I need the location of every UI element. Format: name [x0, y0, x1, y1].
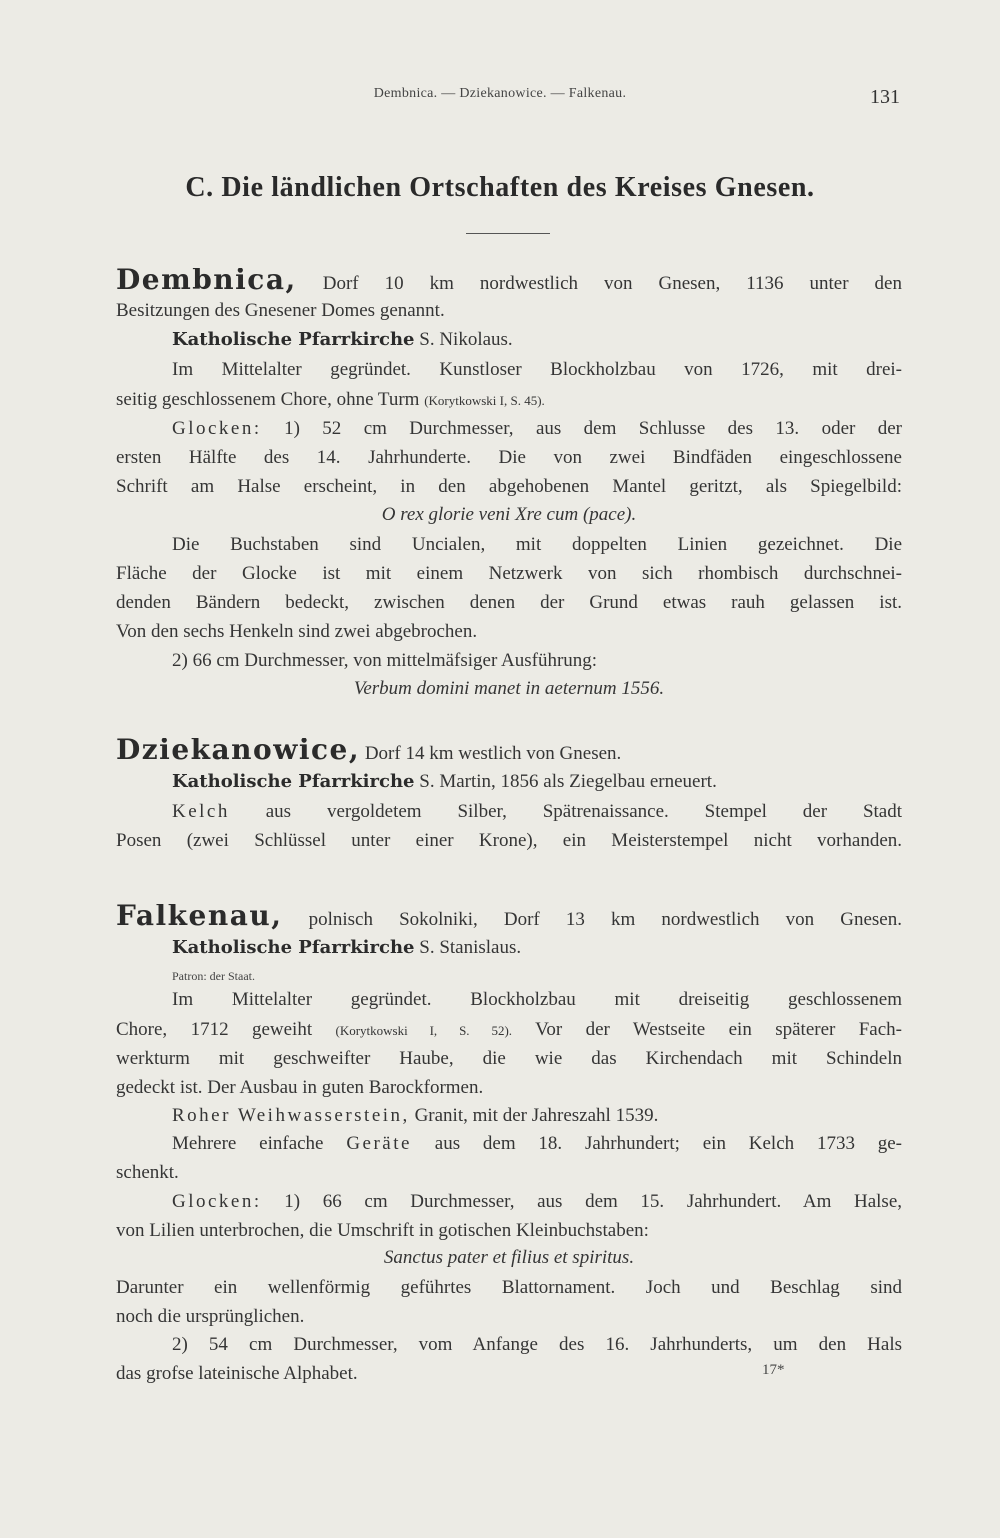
running-head: Dembnica. — Dziekanowice. — Falkenau. [373, 86, 627, 101]
dziekanowice-church: Katholische Pfarrkirche S. Martin, 1856 als Ziegelbau erneuert. [172, 771, 717, 792]
falkenau-line-15: noch die ursprünglichen. [116, 1306, 305, 1327]
place-name-falkenau: Falkenau, [116, 904, 283, 932]
falkenau-line-16: 2) 54 cm Durchmesser, vom Anfange des 16. Jahrhunderts, um den Hals [172, 1334, 902, 1355]
dembnica-line-11: Fläche der Glocke ist mit einem Netzwerk von sich rhombisch durchschnei- [116, 563, 902, 584]
falkenau-line-4: Im Mittelalter gegründet. Blockholzbau mit dreiseitig geschlossenem [172, 989, 902, 1010]
dembnica-line-8: Schrift am Halse erscheint, in den abgehobenen Mantel geritzt, als Spiegelbild: [116, 476, 902, 497]
dziekanowice-line-4: Posen (zwei Schlüssel unter einer Krone), ein Meisterstempel nicht vorhanden. [116, 830, 902, 851]
dembnica-line-14: 2) 66 cm Durchmesser, von mittelmäfsiger Ausführung: [172, 650, 598, 671]
falkenau-line-10: schenkt. [116, 1162, 179, 1183]
falkenau-line-9: Mehrere einfache Geräte aus dem 18. Jahrhundert; ein Kelch 1733 ge- [172, 1133, 902, 1154]
dembnica-line-5: seitig geschlossenem Chore, ohne Turm (Korytkowski I, S. 45). [116, 389, 545, 410]
dembnica-inscription-2: Verbum domini manet in aeternum 1556. [353, 678, 665, 699]
dembnica-line-7: ersten Hälfte des 14. Jahrhunderte. Die von zwei Bindfäden eingeschlossene [116, 447, 902, 468]
falkenau-line-1: Falkenau, polnisch Sokolniki, Dorf 13 km nordwestlich von Gnesen. [116, 904, 902, 932]
falkenau-line-5: Chore, 1712 geweiht (Korytkowski I, S. 52). Vor der Westseite ein späterer Fach- [116, 1019, 902, 1040]
dembnica-line-6: Glocken: 1) 52 cm Durchmesser, aus dem Schlusse des 13. oder der [172, 418, 902, 439]
dembnica-inscription-1: O rex glorie veni Xre cum (pace). [381, 504, 637, 525]
dembnica-line-4: Im Mittelalter gegründet. Kunstloser Blockholzbau von 1726, mit drei- [172, 359, 902, 380]
falkenau-line-8: Roher Weihwasserstein, Granit, mit der Jahreszahl 1539. [172, 1105, 659, 1126]
dziekanowice-line-3: Kelch aus vergoldetem Silber, Spätrenaissance. Stempel der Stadt [172, 801, 902, 822]
dembnica-line-1: Dembnica, Dorf 10 km nordwestlich von Gnesen, 1136 unter den [116, 268, 902, 296]
falkenau-church: Katholische Pfarrkirche S. Stanislaus. [172, 937, 522, 958]
signature-mark: 17* [762, 1362, 785, 1378]
place-name-dziekanowice: Dziekanowice, [116, 738, 361, 766]
chapter-title: C. Die ländlichen Ortschaften des Kreises Gnesen. [185, 172, 815, 203]
dembnica-church: Katholische Pfarrkirche S. Nikolaus. [172, 329, 513, 350]
falkenau-line-11: Glocken: 1) 66 cm Durchmesser, aus dem 15. Jahrhundert. Am Halse, [172, 1191, 902, 1212]
church-label: Katholische Pfarrkirche [172, 771, 415, 792]
dziekanowice-line-1: Dziekanowice, Dorf 14 km westlich von Gnesen. [116, 738, 902, 766]
church-label: Katholische Pfarrkirche [172, 329, 415, 350]
falkenau-line-14: Darunter ein wellenförmig geführtes Blattornament. Joch und Beschlag sind [116, 1277, 902, 1298]
dembnica-line-2: Besitzungen des Gnesener Domes genannt. [116, 300, 445, 321]
falkenau-line-6: werkturm mit geschweifter Haube, die wie das Kirchendach mit Schindeln [116, 1048, 902, 1069]
dembnica-line-12: denden Bändern bedeckt, zwischen denen der Grund etwas rauh gelassen ist. [116, 592, 902, 613]
falkenau-patron: Patron: der Staat. [172, 969, 255, 983]
falkenau-line-17: das grofse lateinische Alphabet. [116, 1363, 358, 1384]
church-label: Katholische Pfarrkirche [172, 937, 415, 958]
dembnica-line-13: Von den sechs Henkeln sind zwei abgebrochen. [116, 621, 478, 642]
place-name-dembnica: Dembnica, [116, 268, 297, 296]
falkenau-line-7: gedeckt ist. Der Ausbau in guten Barockformen. [116, 1077, 484, 1098]
falkenau-line-12: von Lilien unterbrochen, die Umschrift in gotischen Kleinbuchstaben: [116, 1220, 649, 1241]
dembnica-line-10: Die Buchstaben sind Uncialen, mit doppelten Linien gezeichnet. Die [172, 534, 902, 555]
page-number: 131 [870, 86, 900, 108]
title-rule [466, 233, 550, 234]
falkenau-inscription: Sanctus pater et filius et spiritus. [383, 1247, 635, 1268]
